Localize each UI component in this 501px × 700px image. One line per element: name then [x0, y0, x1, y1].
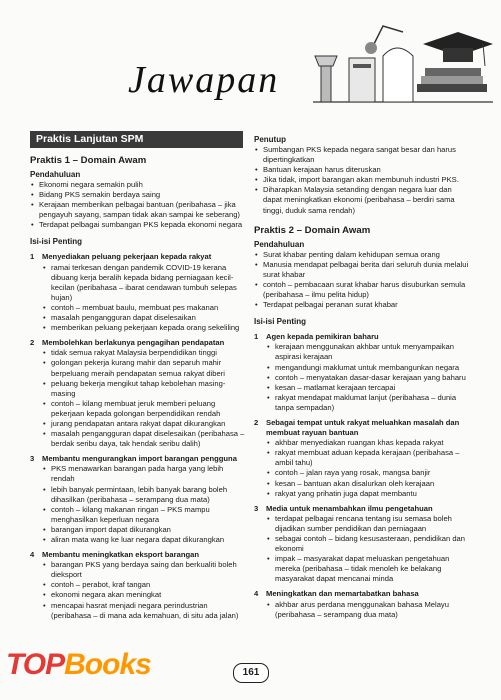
point-heading [30, 550, 245, 560]
point-number: 1 [254, 332, 259, 342]
intro-item: • Terdapat pelbagai sumbangan PKS kepada ekonomi negara [30, 220, 245, 230]
isi-heading: Isi-isi Penting [254, 317, 307, 327]
point-item: • kerajaan menggunakan akhbar untuk menyampaikan aspirasi kerajaan [266, 342, 470, 362]
point-item: • ekonomi negara akan meningkat [42, 590, 245, 600]
point-title: Membantu mengurangkan import barangan pengguna [42, 454, 237, 464]
point-item: • masalah pengangguran dapat diselesaikan [42, 313, 245, 323]
point-heading [254, 332, 470, 342]
right-column [254, 132, 470, 620]
intro-item: • Manusia mendapat pelbagai berita dari seluruh dunia melalui surat khabar [254, 260, 470, 280]
point-item: • mengandungi maklumat untuk membangunkan negara [266, 363, 470, 373]
penutup-item: • Diharapkan Malaysia setanding dengan negara luar dan dapat meningkatkan ekonomi (peribahasa – berdiri sama tinggi, duduk sama rendah) [254, 185, 470, 215]
bullet-list [30, 560, 245, 621]
pendahuluan-heading: Pendahuluan [30, 170, 81, 179]
penutup-item: • Bantuan kerajaan harus diteruskan [254, 165, 470, 175]
pendahuluan-heading: Pendahuluan [254, 239, 305, 249]
intro-item: • Bidang PKS semakin berdaya saing [30, 190, 245, 200]
praktis-title: Praktis 1 – Domain Awam [30, 155, 147, 166]
penutup-item: • Jika tidak, import barangan akan membunuh industri PKS. [254, 175, 470, 185]
point-item: • jurang pendapatan antara rakyat dapat dikurangkan [42, 419, 245, 429]
point-item: • contoh – menyatakan dasar-dasar kerajaan yang baharu [266, 373, 470, 383]
point-title: Meningkatkan dan memartabatkan bahasa [266, 589, 419, 599]
page-number: 161 [233, 663, 269, 683]
point-title: Sebagai tempat untuk rakyat meluahkan masalah dan membuat rayuan bantuan [266, 417, 460, 438]
point-item: • akhbar menyediakan ruangan khas kepada rakyat [266, 438, 470, 448]
point-item: • PKS menawarkan barangan pada harga yang lebih rendah [42, 464, 245, 484]
point-title: Media untuk menambahkan ilmu pengetahuan [266, 503, 433, 513]
isi-heading: Isi-isi Penting [30, 237, 83, 247]
graduation-books-illustration [313, 6, 493, 110]
left-column [30, 152, 245, 621]
point-number: 4 [30, 550, 35, 560]
intro-item: • Kerajaan memberikan pelbagai bantuan (peribahasa – jika pengayuh sayang, sampan tidak akan sampai ke seberang) [30, 200, 245, 220]
point-item: • contoh – kilang membuat jeruk memberi peluang pekerjaan kepada golongan berpendidikan rendah [42, 399, 245, 419]
point-heading [254, 418, 470, 438]
point-item: • ramai terkesan dengan pandemik COVID-19 kerana dibuang kerja beralih kepada bidang perniagaan kecil-kecilan (peribahasa – ibarat cendawan tumbuh selepas hujan) [42, 263, 245, 303]
point-title: Menyediakan peluang pekerjaan kepada rakyat [42, 252, 212, 262]
point-item: • kesan – bantuan akan disalurkan oleh kerajaan [266, 479, 470, 489]
point-item: • rakyat mendapat maklumat lanjut (peribahasa – dunia tanpa sempadan) [266, 393, 470, 413]
topbooks-watermark: TOPBooks [6, 648, 151, 681]
section-banner: Praktis Lanjutan SPM [30, 131, 243, 148]
point-heading [30, 454, 245, 464]
point-heading [30, 338, 245, 348]
point-item: • contoh – membuat baulu, membuat pes makanan [42, 303, 245, 313]
point-item: • contoh – perabot, kraf tangan [42, 580, 245, 590]
point-item: • terdapat pelbagai rencana tentang isu semasa boleh dijadikan sumber pendidikan dan perniagaan [266, 514, 470, 534]
bullet-list [254, 438, 470, 499]
page-title: Jawapan [128, 59, 280, 101]
bullet-list [30, 263, 245, 334]
point-heading [254, 589, 470, 599]
point-title: Agen kepada pemikiran baharu [266, 332, 379, 342]
intro-item: • Ekonomi negara semakin pulih [30, 180, 245, 190]
point-item: • masalah pengangguran dapat diselesaikan (peribahasa – berdak seribu daya, tak hendak seribu dalih) [42, 429, 245, 449]
point-title: Membantu meningkatkan eksport barangan [42, 550, 199, 560]
bullet-list [254, 600, 470, 620]
bullet-list [254, 250, 470, 311]
praktis-title: Praktis 2 – Domain Awam [254, 224, 371, 236]
point-item: • contoh – kilang makanan ringan – PKS mampu menghasilkan keperluan negara [42, 505, 245, 525]
point-item: • impak – masyarakat dapat meluaskan pengetahuan mereka (peribahasa – tidak menoleh ke belakang masyarakat dapat mencanai minda [266, 554, 470, 584]
point-item: • barangan PKS yang berdaya saing dan berkualiti boleh dieksport [42, 560, 245, 580]
penutup-heading: Penutup [254, 135, 286, 144]
bullet-list [30, 180, 245, 230]
point-item: • tidak semua rakyat Malaysia berpendidikan tinggi [42, 348, 245, 358]
point-item: • peluang bekerja mengikut tahap kebolehan masing-masing [42, 379, 245, 399]
point-number: 3 [254, 503, 259, 513]
point-item: • rakyat yang prihatin juga dapat membantu [266, 489, 470, 499]
point-item: • rakyat membuat aduan kepada kerajaan (peribahasa – ambil tahu) [266, 448, 470, 468]
point-number: 1 [30, 252, 35, 262]
point-heading [254, 504, 470, 514]
point-number: 2 [254, 417, 259, 427]
point-item: • kesan – matlamat kerajaan tercapai [266, 383, 470, 393]
point-item: • golongan pekerja kurang mahir dan separuh mahir berpeluang meraih pendapatan semua rakyat diberi [42, 358, 245, 378]
bullet-list [254, 145, 470, 216]
point-item: • sebagai contoh – bidang kesusasteraan, pendidikan dan ekonomi [266, 534, 470, 554]
bullet-list [30, 348, 245, 449]
point-item: • memberikan peluang pekerjaan kepada orang sekeliling [42, 323, 245, 333]
bullet-list [254, 514, 470, 585]
point-item: • lebih banyak permintaan, lebih banyak barang boleh dihasilkan (peribahasa – serampang dua mata) [42, 485, 245, 505]
intro-item: • Surat khabar penting dalam kehidupan semua orang [254, 250, 470, 260]
point-number: 2 [30, 338, 35, 348]
point-item: • barangan import dapat dikurangkan [42, 525, 245, 535]
intro-item: • contoh – pembacaan surat khabar harus disuburkan semula (peribahasa – ilmu pelita hidup) [254, 280, 470, 300]
point-item: • contoh – jalan raya yang rosak, mangsa banjir [266, 468, 470, 478]
point-title: Membolehkan berlakunya pengagihan pendapatan [42, 338, 225, 348]
bullet-list [254, 342, 470, 413]
point-heading [30, 252, 245, 262]
point-number: 3 [30, 454, 35, 464]
point-item: • aliran mata wang ke luar negara dapat dikurangkan [42, 535, 245, 545]
intro-item: • Terdapat pelbagai peranan surat khabar [254, 300, 470, 310]
page-header [0, 0, 501, 112]
point-number: 4 [254, 589, 259, 599]
point-item: • mencapai hasrat menjadi negara perindustrian (peribahasa – di mana ada kemahuan, di situ ada jalan) [42, 601, 245, 621]
penutup-item: • Sumbangan PKS kepada negara sangat besar dan harus dipertingkatkan [254, 145, 470, 165]
point-item: • akhbar arus perdana menggunakan bahasa Melayu (peribahasa – serampang dua mata) [266, 600, 470, 620]
bullet-list [30, 464, 245, 545]
